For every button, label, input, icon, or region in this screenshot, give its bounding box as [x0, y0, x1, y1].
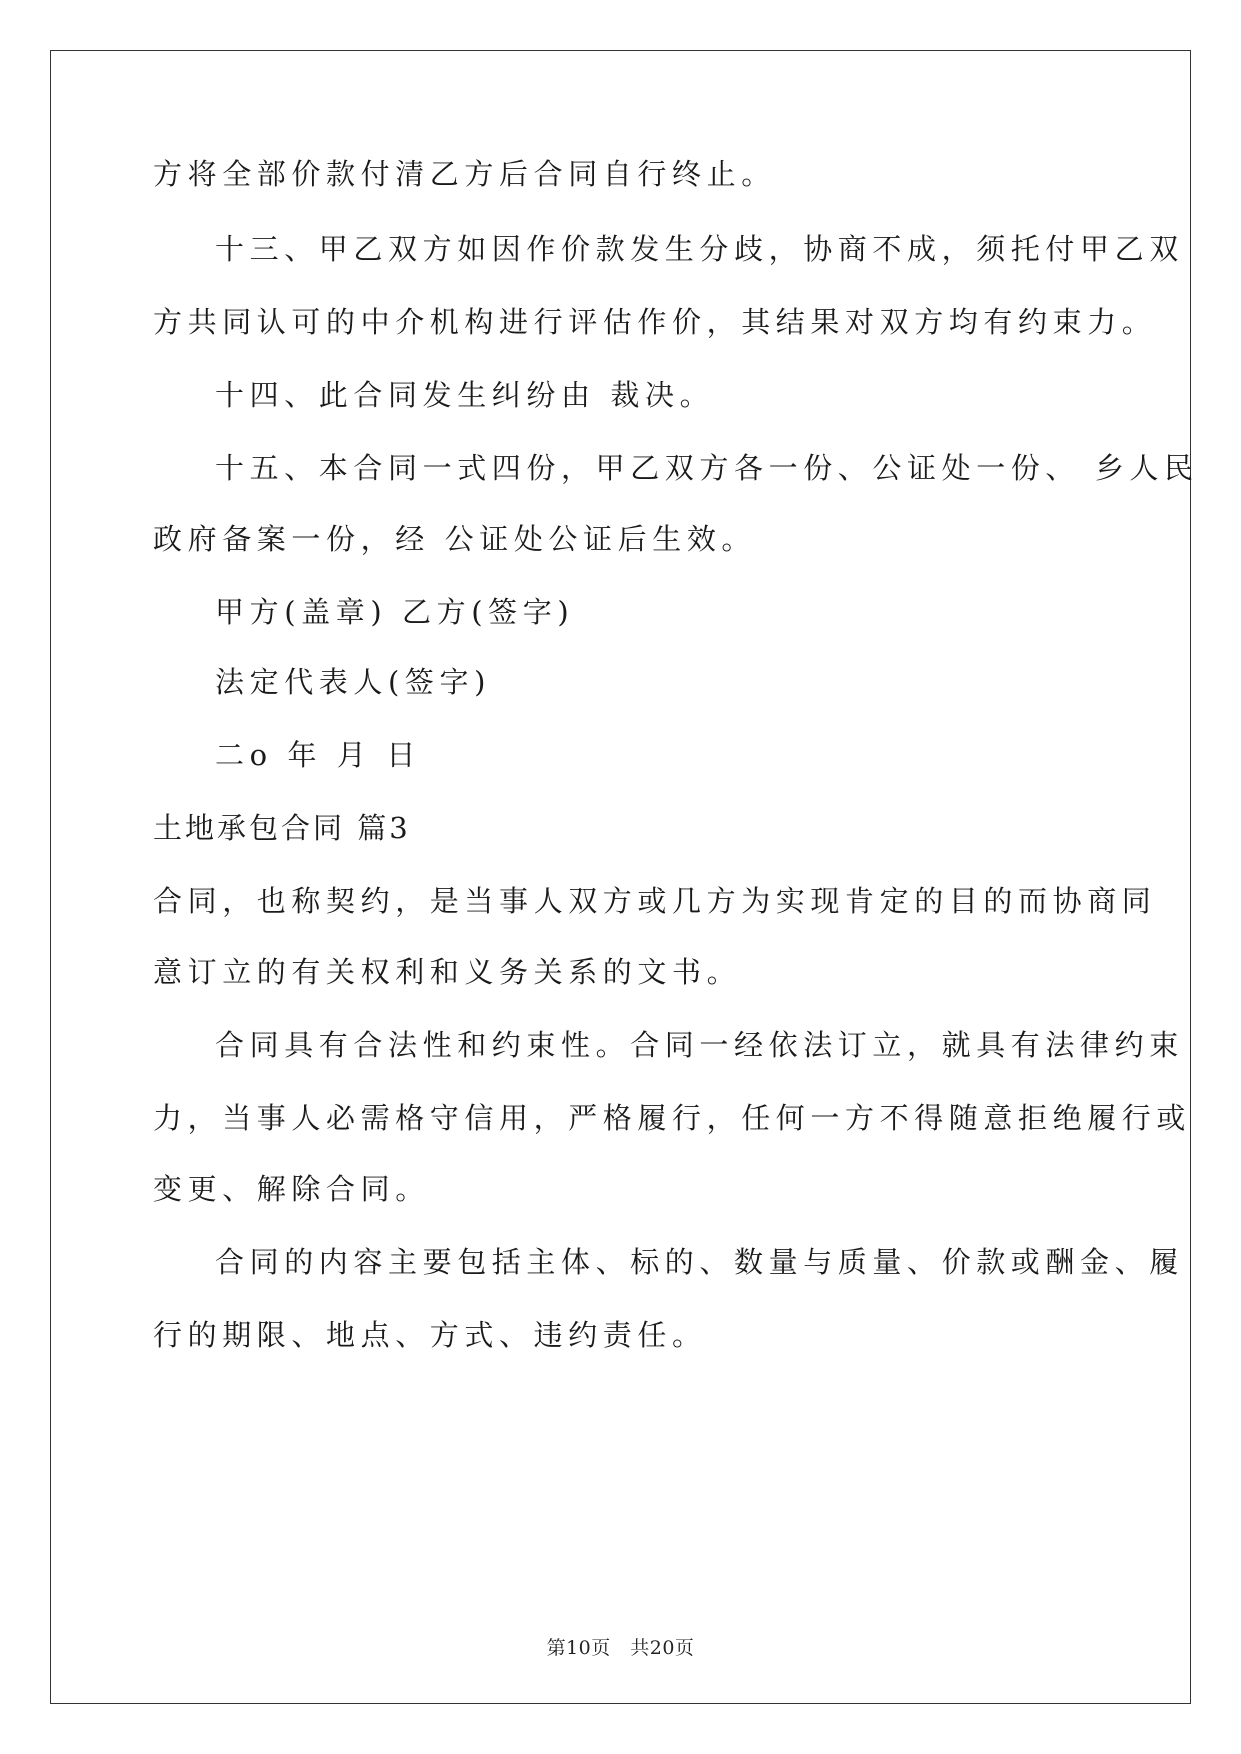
- paragraph-line: 力，当事人必需格守信用，严格履行，任何一方不得随意拒绝履行或: [153, 1101, 1192, 1135]
- page-number-footer: 第10页 共20页: [546, 1637, 695, 1659]
- clause-15-line-1: 十五、本合同一式四份，甲乙双方各一份、公证处一份、 乡人民: [215, 451, 1199, 485]
- section-heading: 土地承包合同 篇3: [153, 811, 411, 845]
- signature-party-line: 甲方(盖章) 乙方(签字): [215, 595, 575, 629]
- paragraph-line: 意订立的有关权利和义务关系的文书。: [153, 955, 742, 989]
- clause-13-line-2: 方共同认可的中介机构进行评估作价，其结果对双方均有约束力。: [153, 305, 1157, 339]
- paragraph-line: 变更、解除合同。: [153, 1172, 430, 1206]
- paragraph-line: 行的期限、地点、方式、违约责任。: [153, 1318, 707, 1352]
- legal-representative-line: 法定代表人(签字): [215, 665, 492, 699]
- clause-15-line-2: 政府备案一份，经 公证处公证后生效。: [153, 522, 757, 556]
- paragraph-line: 合同具有合法性和约束性。合同一经依法订立，就具有法律约束: [215, 1028, 1184, 1062]
- page-border: [50, 50, 1191, 1704]
- clause-14: 十四、此合同发生纠纷由 裁决。: [215, 378, 715, 412]
- clause-13-line-1: 十三、甲乙双方如因作价款发生分歧，协商不成，须托付甲乙双: [215, 232, 1184, 266]
- paragraph-line: 方将全部价款付清乙方后合同自行终止。: [153, 157, 776, 191]
- paragraph-line: 合同的内容主要包括主体、标的、数量与质量、价款或酬金、履: [215, 1245, 1184, 1279]
- date-line: 二o 年 月 日: [215, 738, 421, 772]
- paragraph-line: 合同，也称契约，是当事人双方或几方为实现肯定的目的而协商同: [153, 884, 1157, 918]
